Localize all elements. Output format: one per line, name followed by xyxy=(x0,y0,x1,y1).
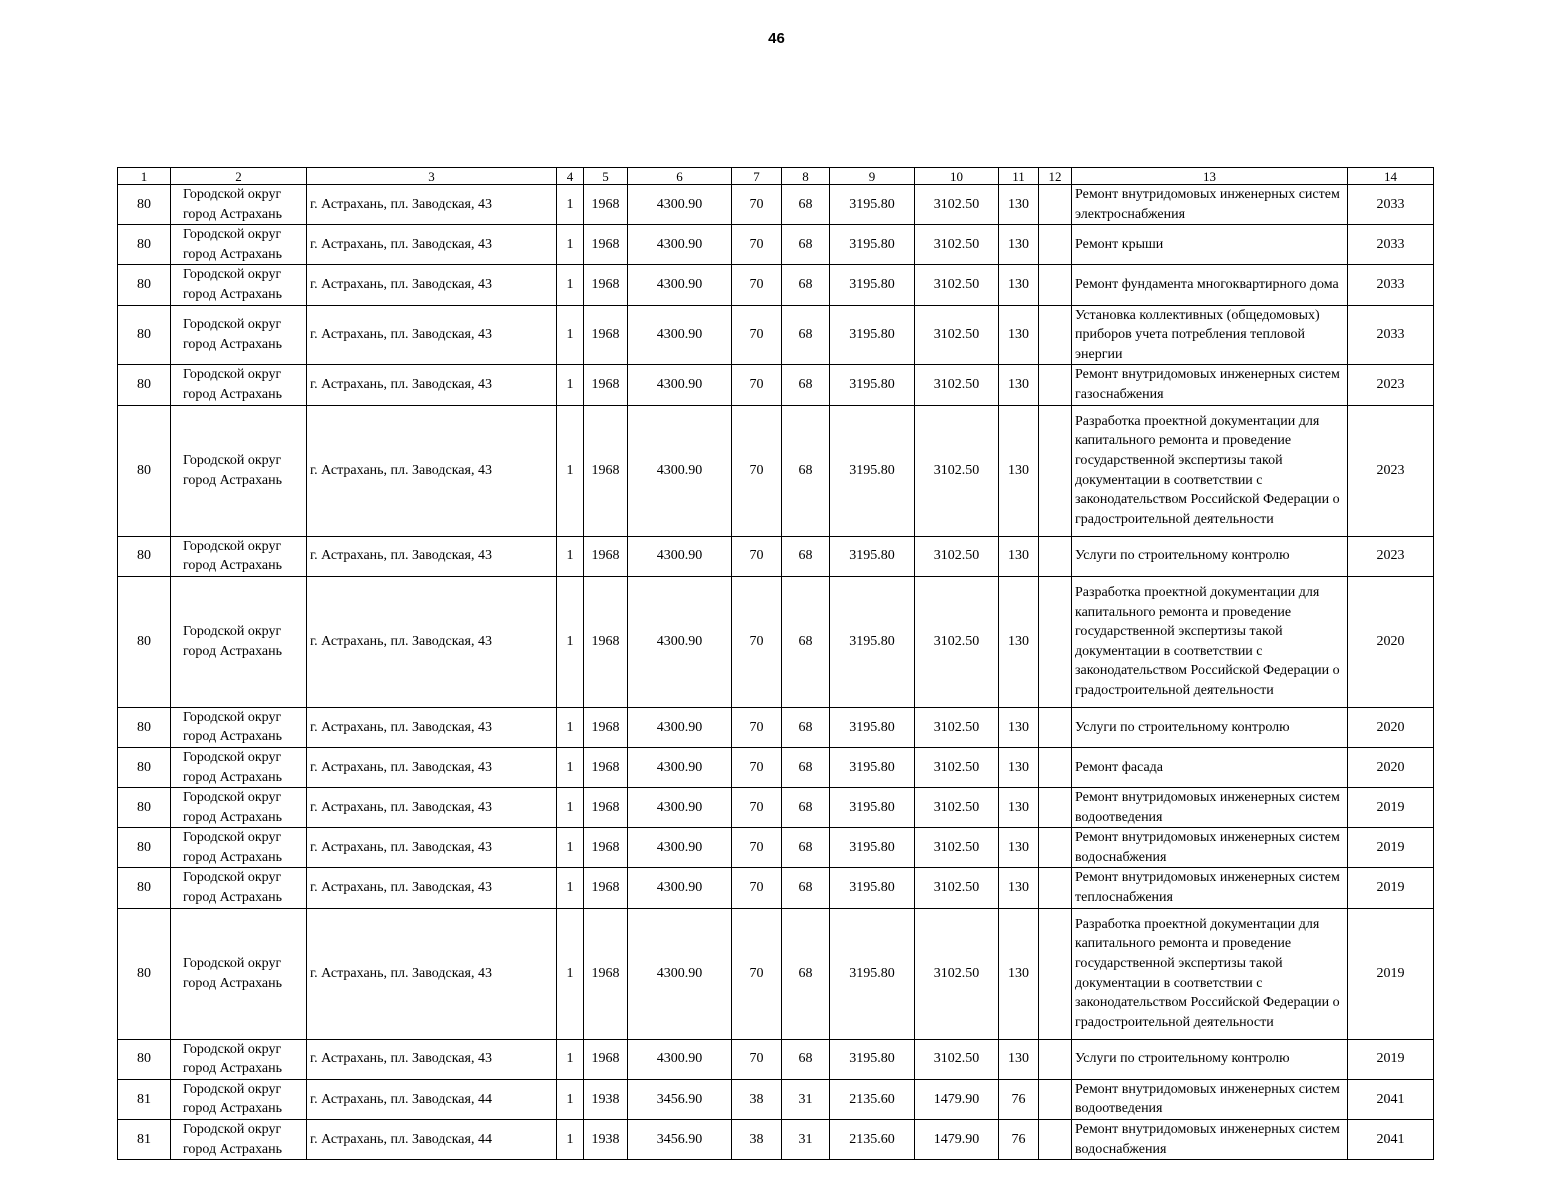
col-9-value: 2135.60 xyxy=(830,1079,915,1119)
col-6-value: 4300.90 xyxy=(628,365,732,405)
col-11-value: 130 xyxy=(999,185,1039,225)
col-10-value: 3102.50 xyxy=(915,305,999,365)
column-number-11: 11 xyxy=(999,168,1039,185)
column-number-13: 13 xyxy=(1072,168,1348,185)
municipality: Городской округ город Астрахань xyxy=(171,747,307,787)
col-11-value: 130 xyxy=(999,405,1039,536)
col-8-value: 68 xyxy=(782,908,830,1039)
address: г. Астрахань, пл. Заводская, 43 xyxy=(307,185,557,225)
year-built: 1968 xyxy=(584,185,628,225)
address: г. Астрахань, пл. Заводская, 43 xyxy=(307,365,557,405)
col-7-value: 70 xyxy=(732,828,782,868)
col-12-value xyxy=(1039,868,1072,908)
table-row xyxy=(118,868,1434,908)
row-number: 80 xyxy=(118,536,171,576)
col-7-value: 70 xyxy=(732,747,782,787)
table-row xyxy=(118,405,1434,536)
col-8-value: 68 xyxy=(782,1039,830,1079)
year-built: 1968 xyxy=(584,365,628,405)
col-6-value: 4300.90 xyxy=(628,576,732,707)
address: г. Астрахань, пл. Заводская, 43 xyxy=(307,788,557,828)
year-built: 1968 xyxy=(584,265,628,305)
col-10-value: 3102.50 xyxy=(915,707,999,747)
col-8-value: 68 xyxy=(782,828,830,868)
col-4-value: 1 xyxy=(557,305,584,365)
municipality: Городской округ город Астрахань xyxy=(171,788,307,828)
address: г. Астрахань, пл. Заводская, 44 xyxy=(307,1079,557,1119)
col-6-value: 4300.90 xyxy=(628,788,732,828)
col-8-value: 68 xyxy=(782,305,830,365)
col-7-value: 70 xyxy=(732,536,782,576)
table-row xyxy=(118,1079,1434,1119)
col-12-value xyxy=(1039,788,1072,828)
year-built: 1968 xyxy=(584,536,628,576)
col-4-value: 1 xyxy=(557,707,584,747)
row-number: 80 xyxy=(118,908,171,1039)
col-4-value: 1 xyxy=(557,185,584,225)
column-number-5: 5 xyxy=(584,168,628,185)
municipality: Городской округ город Астрахань xyxy=(171,265,307,305)
planned-year: 2033 xyxy=(1348,305,1434,365)
column-number-12: 12 xyxy=(1039,168,1072,185)
work-type: Услуги по строительному контролю xyxy=(1072,536,1348,576)
col-4-value: 1 xyxy=(557,747,584,787)
year-built: 1968 xyxy=(584,788,628,828)
row-number: 81 xyxy=(118,1079,171,1119)
col-9-value: 3195.80 xyxy=(830,908,915,1039)
column-number-4: 4 xyxy=(557,168,584,185)
address: г. Астрахань, пл. Заводская, 43 xyxy=(307,747,557,787)
municipality: Городской округ город Астрахань xyxy=(171,536,307,576)
address: г. Астрахань, пл. Заводская, 43 xyxy=(307,225,557,265)
year-built: 1968 xyxy=(584,828,628,868)
address: г. Астрахань, пл. Заводская, 43 xyxy=(307,305,557,365)
col-12-value xyxy=(1039,908,1072,1039)
col-6-value: 4300.90 xyxy=(628,536,732,576)
col-12-value xyxy=(1039,1120,1072,1160)
planned-year: 2020 xyxy=(1348,707,1434,747)
municipality: Городской округ город Астрахань xyxy=(171,225,307,265)
work-type: Ремонт внутридомовых инженерных систем теплоснабжения xyxy=(1072,868,1348,908)
year-built: 1968 xyxy=(584,1039,628,1079)
column-number-7: 7 xyxy=(732,168,782,185)
work-type: Установка коллективных (общедомовых) приборов учета потребления тепловой энергии xyxy=(1072,305,1348,365)
table-row xyxy=(118,1039,1434,1079)
col-12-value xyxy=(1039,365,1072,405)
col-4-value: 1 xyxy=(557,828,584,868)
col-9-value: 3195.80 xyxy=(830,185,915,225)
table-row xyxy=(118,707,1434,747)
municipality: Городской округ город Астрахань xyxy=(171,707,307,747)
column-number-9: 9 xyxy=(830,168,915,185)
col-4-value: 1 xyxy=(557,1039,584,1079)
col-8-value: 68 xyxy=(782,707,830,747)
address: г. Астрахань, пл. Заводская, 43 xyxy=(307,908,557,1039)
municipality: Городской округ город Астрахань xyxy=(171,185,307,225)
planned-year: 2023 xyxy=(1348,536,1434,576)
col-4-value: 1 xyxy=(557,1079,584,1119)
col-9-value: 3195.80 xyxy=(830,1039,915,1079)
col-11-value: 130 xyxy=(999,908,1039,1039)
col-7-value: 70 xyxy=(732,185,782,225)
col-8-value: 68 xyxy=(782,265,830,305)
municipality: Городской округ город Астрахань xyxy=(171,1039,307,1079)
col-7-value: 70 xyxy=(732,707,782,747)
municipality: Городской округ город Астрахань xyxy=(171,365,307,405)
row-number: 80 xyxy=(118,225,171,265)
planned-year: 2020 xyxy=(1348,576,1434,707)
work-type: Ремонт внутридомовых инженерных систем водоснабжения xyxy=(1072,828,1348,868)
col-7-value: 70 xyxy=(732,868,782,908)
municipality: Городской округ город Астрахань xyxy=(171,1120,307,1160)
col-6-value: 4300.90 xyxy=(628,747,732,787)
col-10-value: 3102.50 xyxy=(915,225,999,265)
table-row xyxy=(118,536,1434,576)
planned-year: 2019 xyxy=(1348,868,1434,908)
work-type: Услуги по строительному контролю xyxy=(1072,1039,1348,1079)
col-7-value: 70 xyxy=(732,405,782,536)
column-number-2: 2 xyxy=(171,168,307,185)
col-9-value: 3195.80 xyxy=(830,405,915,536)
planned-year: 2033 xyxy=(1348,185,1434,225)
planned-year: 2019 xyxy=(1348,828,1434,868)
col-7-value: 70 xyxy=(732,576,782,707)
col-6-value: 3456.90 xyxy=(628,1120,732,1160)
col-8-value: 68 xyxy=(782,868,830,908)
col-8-value: 31 xyxy=(782,1120,830,1160)
table-row xyxy=(118,576,1434,707)
address: г. Астрахань, пл. Заводская, 43 xyxy=(307,1039,557,1079)
year-built: 1968 xyxy=(584,908,628,1039)
column-number-14: 14 xyxy=(1348,168,1434,185)
address: г. Астрахань, пл. Заводская, 44 xyxy=(307,1120,557,1160)
row-number: 81 xyxy=(118,1120,171,1160)
col-4-value: 1 xyxy=(557,868,584,908)
year-built: 1968 xyxy=(584,868,628,908)
column-number-3: 3 xyxy=(307,168,557,185)
row-number: 80 xyxy=(118,305,171,365)
col-11-value: 130 xyxy=(999,365,1039,405)
col-6-value: 4300.90 xyxy=(628,225,732,265)
row-number: 80 xyxy=(118,707,171,747)
col-9-value: 3195.80 xyxy=(830,707,915,747)
col-10-value: 3102.50 xyxy=(915,536,999,576)
column-number-1: 1 xyxy=(118,168,171,185)
table-row xyxy=(118,788,1434,828)
col-12-value xyxy=(1039,576,1072,707)
col-8-value: 68 xyxy=(782,365,830,405)
col-10-value: 3102.50 xyxy=(915,1039,999,1079)
col-6-value: 3456.90 xyxy=(628,1079,732,1119)
table-row xyxy=(118,265,1434,305)
col-4-value: 1 xyxy=(557,265,584,305)
col-11-value: 130 xyxy=(999,576,1039,707)
col-4-value: 1 xyxy=(557,225,584,265)
row-number: 80 xyxy=(118,1039,171,1079)
col-11-value: 76 xyxy=(999,1079,1039,1119)
col-8-value: 68 xyxy=(782,788,830,828)
col-6-value: 4300.90 xyxy=(628,405,732,536)
work-type: Услуги по строительному контролю xyxy=(1072,707,1348,747)
table-row xyxy=(118,305,1434,365)
col-9-value: 3195.80 xyxy=(830,576,915,707)
planned-year: 2023 xyxy=(1348,365,1434,405)
col-7-value: 70 xyxy=(732,225,782,265)
col-11-value: 130 xyxy=(999,1039,1039,1079)
col-10-value: 3102.50 xyxy=(915,747,999,787)
work-type: Ремонт внутридомовых инженерных систем водоотведения xyxy=(1072,1079,1348,1119)
col-6-value: 4300.90 xyxy=(628,265,732,305)
col-12-value xyxy=(1039,707,1072,747)
planned-year: 2019 xyxy=(1348,1039,1434,1079)
col-11-value: 130 xyxy=(999,305,1039,365)
col-11-value: 130 xyxy=(999,707,1039,747)
col-6-value: 4300.90 xyxy=(628,185,732,225)
col-9-value: 3195.80 xyxy=(830,788,915,828)
col-9-value: 3195.80 xyxy=(830,265,915,305)
table-row xyxy=(118,225,1434,265)
planned-year: 2019 xyxy=(1348,908,1434,1039)
col-7-value: 70 xyxy=(732,265,782,305)
col-12-value xyxy=(1039,747,1072,787)
col-11-value: 130 xyxy=(999,868,1039,908)
col-9-value: 3195.80 xyxy=(830,225,915,265)
column-number-6: 6 xyxy=(628,168,732,185)
planned-year: 2041 xyxy=(1348,1079,1434,1119)
col-11-value: 130 xyxy=(999,265,1039,305)
col-10-value: 1479.90 xyxy=(915,1079,999,1119)
col-7-value: 38 xyxy=(732,1120,782,1160)
municipality: Городской округ город Астрахань xyxy=(171,405,307,536)
planned-year: 2023 xyxy=(1348,405,1434,536)
col-12-value xyxy=(1039,265,1072,305)
row-number: 80 xyxy=(118,365,171,405)
col-11-value: 130 xyxy=(999,536,1039,576)
col-4-value: 1 xyxy=(557,365,584,405)
address: г. Астрахань, пл. Заводская, 43 xyxy=(307,828,557,868)
col-8-value: 68 xyxy=(782,185,830,225)
col-9-value: 2135.60 xyxy=(830,1120,915,1160)
planned-year: 2033 xyxy=(1348,225,1434,265)
year-built: 1968 xyxy=(584,305,628,365)
col-9-value: 3195.80 xyxy=(830,868,915,908)
address: г. Астрахань, пл. Заводская, 43 xyxy=(307,536,557,576)
col-10-value: 1479.90 xyxy=(915,1120,999,1160)
col-9-value: 3195.80 xyxy=(830,365,915,405)
col-10-value: 3102.50 xyxy=(915,405,999,536)
col-11-value: 130 xyxy=(999,225,1039,265)
col-12-value xyxy=(1039,405,1072,536)
col-7-value: 38 xyxy=(732,1079,782,1119)
col-6-value: 4300.90 xyxy=(628,305,732,365)
table-row xyxy=(118,365,1434,405)
table-row xyxy=(118,185,1434,225)
planned-year: 2033 xyxy=(1348,265,1434,305)
col-8-value: 68 xyxy=(782,536,830,576)
col-9-value: 3195.80 xyxy=(830,305,915,365)
row-number: 80 xyxy=(118,576,171,707)
work-type: Разработка проектной документации для капитального ремонта и проведение государственной экспертизы такой документации в соответствии с законодательством Российской Федерации о градостроительной деятельности xyxy=(1072,405,1348,536)
col-11-value: 130 xyxy=(999,828,1039,868)
col-8-value: 68 xyxy=(782,225,830,265)
col-8-value: 68 xyxy=(782,576,830,707)
col-11-value: 130 xyxy=(999,788,1039,828)
col-6-value: 4300.90 xyxy=(628,868,732,908)
table-row xyxy=(118,1120,1434,1160)
column-number-8: 8 xyxy=(782,168,830,185)
col-12-value xyxy=(1039,1079,1072,1119)
col-8-value: 68 xyxy=(782,405,830,536)
work-type: Разработка проектной документации для капитального ремонта и проведение государственной экспертизы такой документации в соответствии с законодательством Российской Федерации о градостроительной деятельности xyxy=(1072,908,1348,1039)
col-8-value: 68 xyxy=(782,747,830,787)
col-10-value: 3102.50 xyxy=(915,576,999,707)
work-type: Разработка проектной документации для капитального ремонта и проведение государственной экспертизы такой документации в соответствии с законодательством Российской Федерации о градостроительной деятельности xyxy=(1072,576,1348,707)
column-number-header-row xyxy=(118,168,1434,185)
address: г. Астрахань, пл. Заводская, 43 xyxy=(307,405,557,536)
year-built: 1938 xyxy=(584,1120,628,1160)
work-type: Ремонт внутридомовых инженерных систем водоснабжения xyxy=(1072,1120,1348,1160)
col-11-value: 76 xyxy=(999,1120,1039,1160)
row-number: 80 xyxy=(118,868,171,908)
col-10-value: 3102.50 xyxy=(915,788,999,828)
col-12-value xyxy=(1039,185,1072,225)
year-built: 1968 xyxy=(584,405,628,536)
col-7-value: 70 xyxy=(732,908,782,1039)
col-10-value: 3102.50 xyxy=(915,828,999,868)
col-12-value xyxy=(1039,536,1072,576)
col-8-value: 31 xyxy=(782,1079,830,1119)
row-number: 80 xyxy=(118,747,171,787)
municipality: Городской округ город Астрахань xyxy=(171,305,307,365)
col-7-value: 70 xyxy=(732,305,782,365)
address: г. Астрахань, пл. Заводская, 43 xyxy=(307,707,557,747)
col-7-value: 70 xyxy=(732,365,782,405)
col-4-value: 1 xyxy=(557,1120,584,1160)
column-number-10: 10 xyxy=(915,168,999,185)
year-built: 1968 xyxy=(584,576,628,707)
work-type: Ремонт крыши xyxy=(1072,225,1348,265)
col-7-value: 70 xyxy=(732,1039,782,1079)
col-10-value: 3102.50 xyxy=(915,265,999,305)
address: г. Астрахань, пл. Заводская, 43 xyxy=(307,868,557,908)
work-type: Ремонт фундамента многоквартирного дома xyxy=(1072,265,1348,305)
col-10-value: 3102.50 xyxy=(915,365,999,405)
municipality: Городской округ город Астрахань xyxy=(171,868,307,908)
col-10-value: 3102.50 xyxy=(915,908,999,1039)
col-9-value: 3195.80 xyxy=(830,536,915,576)
row-number: 80 xyxy=(118,185,171,225)
col-12-value xyxy=(1039,1039,1072,1079)
year-built: 1968 xyxy=(584,225,628,265)
municipality: Городской округ город Астрахань xyxy=(171,1079,307,1119)
col-10-value: 3102.50 xyxy=(915,868,999,908)
table-row xyxy=(118,908,1434,1039)
work-type: Ремонт внутридомовых инженерных систем газоснабжения xyxy=(1072,365,1348,405)
col-12-value xyxy=(1039,828,1072,868)
work-type: Ремонт внутридомовых инженерных систем электроснабжения xyxy=(1072,185,1348,225)
col-12-value xyxy=(1039,305,1072,365)
address: г. Астрахань, пл. Заводская, 43 xyxy=(307,265,557,305)
municipality: Городской округ город Астрахань xyxy=(171,828,307,868)
col-11-value: 130 xyxy=(999,747,1039,787)
year-built: 1968 xyxy=(584,747,628,787)
municipality: Городской округ город Астрахань xyxy=(171,576,307,707)
row-number: 80 xyxy=(118,788,171,828)
col-7-value: 70 xyxy=(732,788,782,828)
col-6-value: 4300.90 xyxy=(628,1039,732,1079)
col-6-value: 4300.90 xyxy=(628,828,732,868)
planned-year: 2020 xyxy=(1348,747,1434,787)
page-number: 46 xyxy=(768,30,785,47)
col-4-value: 1 xyxy=(557,908,584,1039)
col-9-value: 3195.80 xyxy=(830,828,915,868)
col-4-value: 1 xyxy=(557,536,584,576)
col-4-value: 1 xyxy=(557,788,584,828)
work-type: Ремонт внутридомовых инженерных систем водоотведения xyxy=(1072,788,1348,828)
col-10-value: 3102.50 xyxy=(915,185,999,225)
work-type: Ремонт фасада xyxy=(1072,747,1348,787)
col-4-value: 1 xyxy=(557,576,584,707)
col-12-value xyxy=(1039,225,1072,265)
year-built: 1968 xyxy=(584,707,628,747)
col-9-value: 3195.80 xyxy=(830,747,915,787)
capital-repair-table xyxy=(117,167,1434,1160)
row-number: 80 xyxy=(118,405,171,536)
municipality: Городской округ город Астрахань xyxy=(171,908,307,1039)
row-number: 80 xyxy=(118,828,171,868)
col-6-value: 4300.90 xyxy=(628,908,732,1039)
col-6-value: 4300.90 xyxy=(628,707,732,747)
address: г. Астрахань, пл. Заводская, 43 xyxy=(307,576,557,707)
planned-year: 2041 xyxy=(1348,1120,1434,1160)
year-built: 1938 xyxy=(584,1079,628,1119)
row-number: 80 xyxy=(118,265,171,305)
planned-year: 2019 xyxy=(1348,788,1434,828)
col-4-value: 1 xyxy=(557,405,584,536)
table-row xyxy=(118,828,1434,868)
table-row xyxy=(118,747,1434,787)
